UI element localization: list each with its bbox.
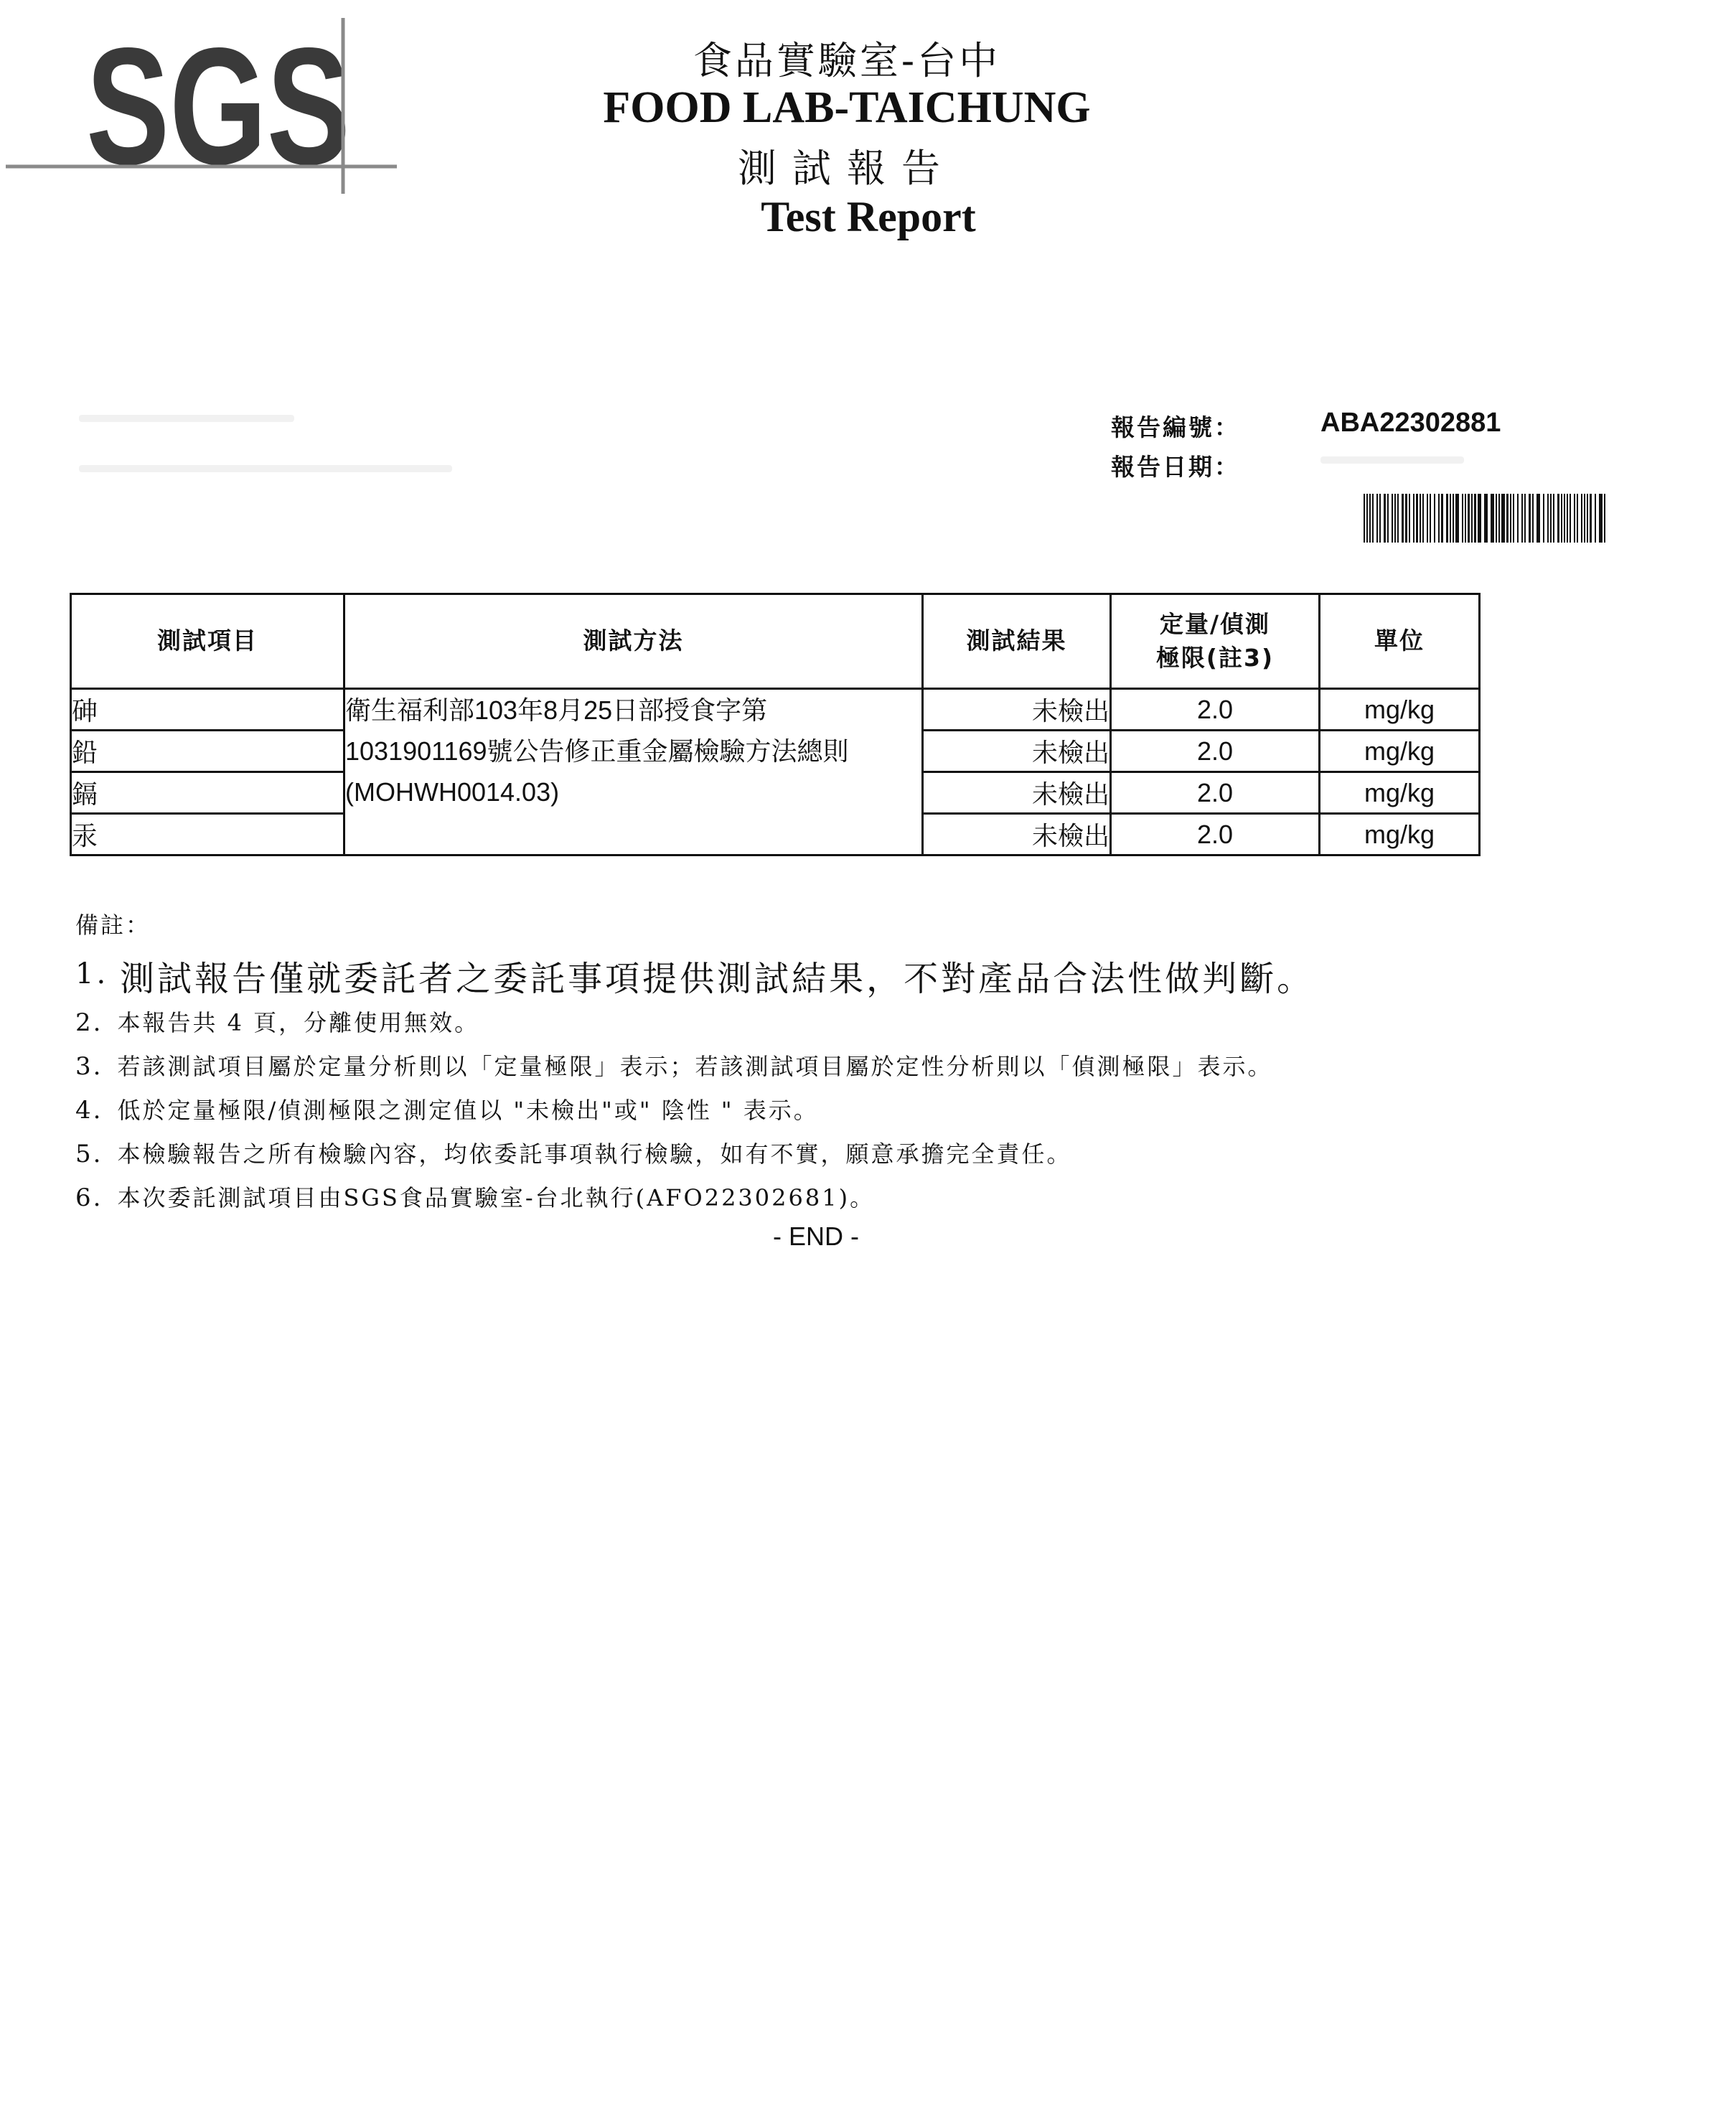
note-number: 1. xyxy=(75,957,109,990)
barcode-bar xyxy=(1595,494,1596,543)
barcode-bar xyxy=(1434,494,1435,543)
barcode-bar xyxy=(1491,494,1494,543)
barcode-bar xyxy=(1564,494,1565,543)
report-number-label: 報告編號： xyxy=(1111,413,1240,441)
barcode-bar xyxy=(1584,494,1585,543)
barcode-bar xyxy=(1501,494,1505,543)
cell-method: 衛生福利部103年8月25日部授食字第 1031901169號公告修正重金屬檢驗方法總則 (MOHWH0014.03) xyxy=(344,689,923,855)
report-date-label: 報告日期： xyxy=(1111,453,1240,481)
header-limit xyxy=(1111,594,1320,689)
note-text: 低於定量極限/偵測極限之測定值以 "未檢出"或" 陰性 " 表示。 xyxy=(117,1097,819,1124)
barcode-bar xyxy=(1513,494,1514,543)
cell-result: 未檢出 xyxy=(923,689,1111,731)
doc-type-cn: 測試報告 xyxy=(738,146,956,191)
barcode-bar xyxy=(1402,494,1404,543)
barcode-bar xyxy=(1496,494,1497,543)
header-item: 測試項目 xyxy=(71,594,344,689)
note-text: 本次委託測試項目由SGS食品實驗室-台北執行(AFO22302681)。 xyxy=(117,1184,876,1211)
barcode-bar xyxy=(1384,494,1386,543)
svg-text:SGS: SGS xyxy=(86,14,350,200)
barcode-bar xyxy=(1557,494,1559,543)
results-table xyxy=(70,593,1481,856)
barcode xyxy=(1364,494,1608,543)
barcode-bar xyxy=(1422,494,1424,543)
notes-title: 備註： xyxy=(75,911,151,939)
barcode-bar xyxy=(1405,494,1407,543)
barcode-bar xyxy=(1366,494,1368,543)
barcode-bar xyxy=(1478,494,1481,543)
cell-limit: 2.0 xyxy=(1111,772,1320,814)
cell-result: 未檢出 xyxy=(923,772,1111,814)
note-item xyxy=(75,1049,1272,1082)
header-result: 測試結果 xyxy=(923,594,1111,689)
note-text: 本檢驗報告之所有檢驗內容，均依委託事項執行檢驗，如有不實，願意承擔完全責任。 xyxy=(117,1140,1072,1168)
barcode-bar xyxy=(1543,494,1544,543)
header-unit: 單位 xyxy=(1320,594,1480,689)
header-method: 測試方法 xyxy=(344,594,923,689)
barcode-bar xyxy=(1413,494,1414,543)
barcode-bar xyxy=(1430,494,1431,543)
barcode-bar xyxy=(1450,494,1451,543)
doc-type-en: Test Report xyxy=(761,193,976,240)
barcode-bar xyxy=(1397,494,1399,543)
barcode-bar xyxy=(1561,494,1562,543)
barcode-bar xyxy=(1532,494,1534,543)
barcode-bar xyxy=(1438,494,1440,543)
barcode-bar xyxy=(1465,494,1466,543)
barcode-bar xyxy=(1590,494,1592,543)
barcode-bar xyxy=(1446,494,1448,543)
barcode-bar xyxy=(1553,494,1554,543)
barcode-bar xyxy=(1474,494,1476,543)
barcode-bar xyxy=(1372,494,1374,543)
barcode-bar xyxy=(1394,494,1396,543)
barcode-bar xyxy=(1427,494,1428,543)
cell-item: 鉛 xyxy=(71,731,344,772)
barcode-bar xyxy=(1604,494,1605,543)
barcode-bar xyxy=(1471,494,1473,543)
barcode-bar xyxy=(1369,494,1371,543)
barcode-bar xyxy=(1521,494,1523,543)
note-number: 5. xyxy=(75,1140,103,1168)
note-item xyxy=(75,1092,819,1125)
barcode-bar xyxy=(1567,494,1568,543)
barcode-bar xyxy=(1468,494,1470,543)
lab-title-cn: 食品實驗室-台中 xyxy=(693,38,1001,83)
end-marker: - END - xyxy=(773,1222,859,1251)
barcode-bar xyxy=(1599,494,1603,543)
header-limit-line1: 定量/偵測 xyxy=(1159,610,1271,639)
barcode-bar xyxy=(1529,494,1531,543)
cell-unit: mg/kg xyxy=(1320,814,1480,855)
note-number: 6. xyxy=(75,1183,103,1212)
barcode-bar xyxy=(1517,494,1519,543)
cell-result: 未檢出 xyxy=(923,731,1111,772)
redacted-report-date xyxy=(1320,456,1464,464)
note-number: 3. xyxy=(75,1052,103,1081)
cell-item: 汞 xyxy=(71,814,344,855)
cell-unit: mg/kg xyxy=(1320,689,1480,731)
barcode-bar xyxy=(1577,494,1578,543)
cell-item: 鎘 xyxy=(71,772,344,814)
header-limit-line2: 極限(註3) xyxy=(1155,643,1275,672)
barcode-bar xyxy=(1570,494,1571,543)
barcode-bar xyxy=(1409,494,1410,543)
cell-item: 砷 xyxy=(71,689,344,731)
barcode-bar xyxy=(1392,494,1393,543)
barcode-bar xyxy=(1376,494,1378,543)
note-item xyxy=(75,1136,1071,1169)
redacted-client-line xyxy=(79,465,452,472)
barcode-bar xyxy=(1574,494,1575,543)
barcode-bar xyxy=(1416,494,1418,543)
barcode-bar xyxy=(1550,494,1552,543)
barcode-bar xyxy=(1387,494,1389,543)
table-header-row xyxy=(71,594,1480,689)
barcode-bar xyxy=(1581,494,1582,543)
note-item xyxy=(75,1005,479,1038)
barcode-bar xyxy=(1524,494,1526,543)
barcode-bar xyxy=(1379,494,1381,543)
barcode-bar xyxy=(1498,494,1500,543)
barcode-bar xyxy=(1484,494,1488,543)
note-text: 若該測試項目屬於定量分析則以「定量極限」表示；若該測試項目屬於定性分析則以「偵測極限」表示。 xyxy=(117,1053,1273,1080)
barcode-bar xyxy=(1506,494,1509,543)
redacted-client-line xyxy=(79,415,294,422)
barcode-bar xyxy=(1536,494,1540,543)
cell-result: 未檢出 xyxy=(923,814,1111,855)
barcode-bar xyxy=(1547,494,1549,543)
note-item xyxy=(75,951,1314,1000)
cell-limit: 2.0 xyxy=(1111,731,1320,772)
barcode-bar xyxy=(1364,494,1365,543)
note-number: 2. xyxy=(75,1008,103,1037)
barcode-bar xyxy=(1587,494,1588,543)
barcode-bar xyxy=(1455,494,1459,543)
cell-unit: mg/kg xyxy=(1320,772,1480,814)
barcode-bar xyxy=(1441,494,1443,543)
cell-limit: 2.0 xyxy=(1111,689,1320,731)
note-text: 測試報告僅就委託者之委託事項提供測試結果，不對產品合法性做判斷。 xyxy=(120,959,1315,999)
barcode-bar xyxy=(1420,494,1421,543)
note-text: 本報告共 4 頁，分離使用無效。 xyxy=(117,1009,480,1036)
note-item xyxy=(75,1180,875,1213)
barcode-bar xyxy=(1453,494,1454,543)
cell-unit: mg/kg xyxy=(1320,731,1480,772)
barcode-bar xyxy=(1510,494,1511,543)
note-number: 4. xyxy=(75,1096,103,1125)
table-row xyxy=(71,689,1480,731)
lab-title-en: FOOD LAB-TAICHUNG xyxy=(603,83,1091,132)
report-number-value: ABA22302881 xyxy=(1320,408,1501,438)
cell-limit: 2.0 xyxy=(1111,814,1320,855)
sgs-logo xyxy=(6,14,397,200)
barcode-bar xyxy=(1462,494,1463,543)
